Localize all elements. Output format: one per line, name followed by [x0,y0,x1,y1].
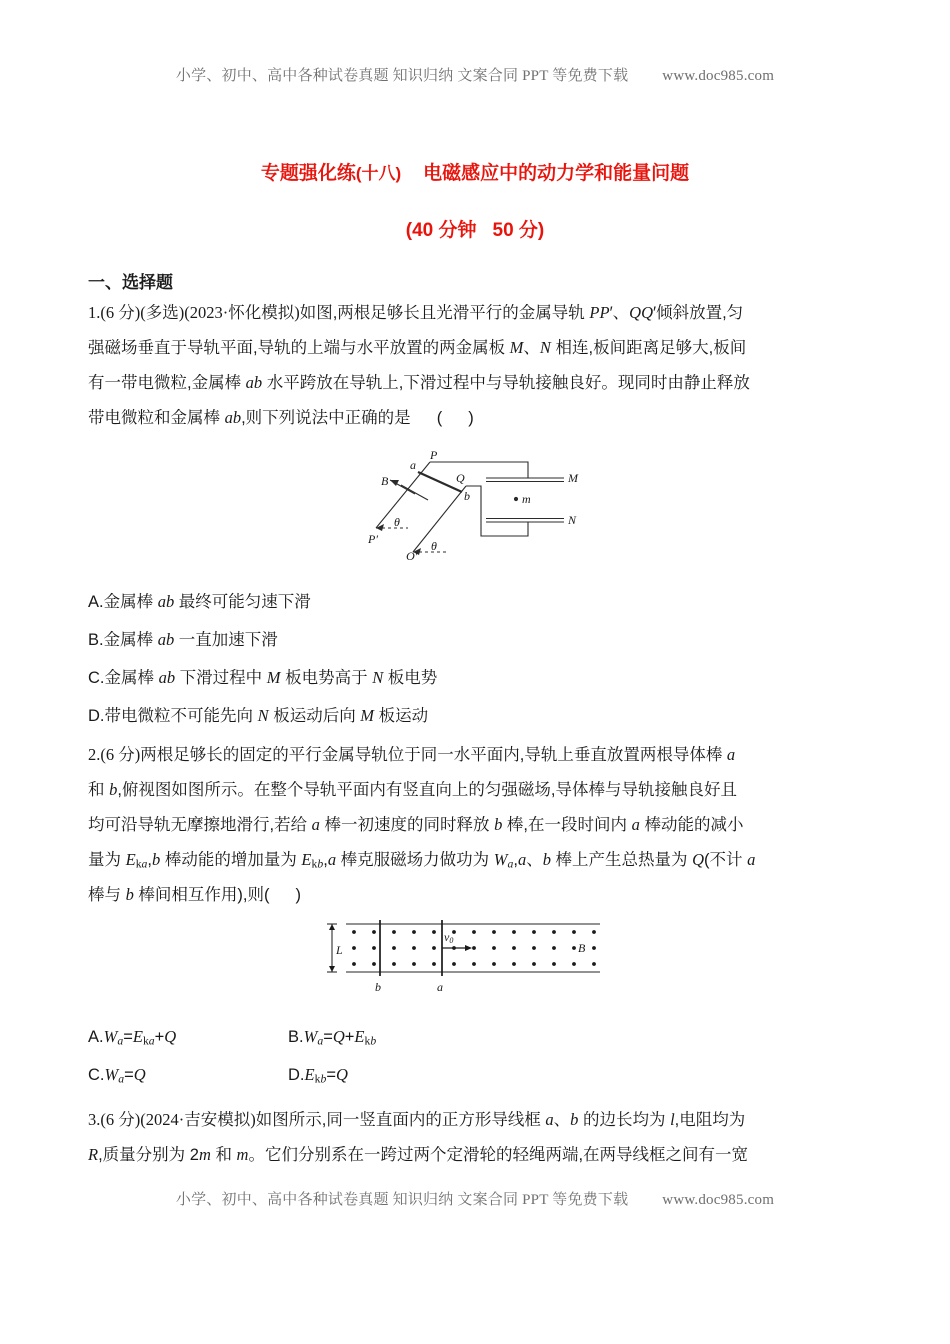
header-runner-text: 小学、初中、高中各种试卷真题 知识归纳 文案合同 PPT 等免费下载 [175,68,629,84]
subtitle-duration: (40 分钟 [405,220,477,241]
arrow-b-head [390,480,399,486]
dimension-l-arrow-up [329,924,335,930]
q2-line-3: 均可沿导轨无摩擦地滑行,若给 a 棒一初速度的同时释放 b 棒,在一段时间内 a 棒动能的减小 [88,815,744,834]
rail-pp-prime [376,462,430,528]
q2-option-b[interactable]: $B.W_a=Q+E_{kb}$ [288,1027,377,1048]
label-Q: Q [456,471,465,485]
q2-line-4: 量为 $E_{ka},b$ 棒动能的增加量为 $E_{kb},a$ 棒克服磁场力做功为 $W_a,a$、b 棒上产生总热量为 Q(不计 a [88,850,756,871]
label-m: m [522,492,531,506]
label-N: N [568,513,577,527]
q1-line-3: 有一带电微粒,金属棒 ab 水平跨放在导轨上,下滑过程中与导轨接触良好。现同时由静止释放 [88,373,750,392]
q2-line-2: 和 b,俯视图如图所示。在整个导轨平面内有竖直向上的匀强磁场,导体棒与导轨接触良好且 [88,780,738,799]
q2-option-a[interactable]: $A.W_a=E_{ka}+Q$ [88,1027,177,1048]
q1-option-a[interactable]: A.金属棒 ab 最终可能匀速下滑 [88,592,311,611]
header-runner-url: www.doc985.com [662,68,775,84]
page-header-runner [0,64,950,85]
label-theta-2: θ [431,539,437,553]
q1-option-d[interactable]: D.带电微粒不可能先向 N 板运动后向 M 板运动 [88,706,429,725]
charged-particle-dot [514,497,518,501]
q1-option-b[interactable]: B.金属棒 ab 一直加速下滑 [88,630,278,649]
label-B-field: B [578,941,586,955]
figure-2-svg [318,916,608,1002]
q3-line-2: R,质量分别为 2m 和 m。它们分别系在一跨过两个定滑轮的轻绳两端,在两导线框之间有一宽 [88,1145,749,1164]
q1-option-c[interactable]: C.金属棒 ab 下滑过程中 M 板电势高于 N 板电势 [88,668,438,687]
label-b: b [464,489,470,503]
page-footer-runner [0,1188,950,1209]
label-P: P [430,448,438,462]
title-number: (十八) [355,164,402,183]
wire-bottom [466,486,528,536]
label-a: a [410,458,416,472]
label-M: M [568,471,578,485]
page-subtitle [0,215,950,242]
field-dots-out-of-page [352,930,596,966]
label-theta-1: θ [394,515,400,529]
footer-runner-url: www.doc985.com [662,1192,775,1208]
title-main: 专题强化练 [260,163,356,184]
q2-line-5: 棒与 b 棒间相互作用),则( ) [88,885,302,904]
title-topic: 电磁感应中的动力学和能量问题 [423,163,690,184]
section-heading: 一、选择题 [88,273,173,292]
figure-1-svg [368,448,600,560]
velocity-arrow-head [465,945,472,951]
figure-1-inclined-rails-with-plates [368,448,600,565]
q2-line-1: 2.(6 分)两根足够长的固定的平行金属导轨位于同一水平面内,导轨上垂直放置两根导体棒 a [88,745,736,764]
figure-2-horizontal-rails-top-view [318,916,608,1007]
wire-top [430,462,528,478]
label-rod-b: b [375,980,381,994]
q3-line-1: 3.(6 分)(2024·吉安模拟)如图所示,同一竖直面内的正方形导线框 a、b 的边长均为 l,电阻均为 [88,1110,746,1129]
label-rod-a: a [437,980,443,994]
dimension-l-arrow-down [329,966,335,972]
arrow-p-prime [376,524,384,531]
q1-line-4: 带电微粒和金属棒 ab,则下列说法中正确的是 ( ) [88,408,474,427]
footer-runner-text: 小学、初中、高中各种试卷真题 知识归纳 文案合同 PPT 等免费下载 [175,1192,629,1208]
subtitle-score: 50 分) [492,220,545,241]
label-L: L [336,943,343,957]
q1-line-1: 1.(6 分)(多选)(2023·怀化模拟)如图,两根足够长且光滑平行的金属导轨 PP′、QQ′倾斜放置,匀 [88,303,744,322]
q1-line-2: 强磁场垂直于导轨平面,导轨的上端与水平放置的两金属板 M、N 相连,板间距离足够大,板间 [88,338,747,357]
page-title [0,158,950,185]
label-P-prime: P′ [368,532,378,546]
label-v0: v0 [444,930,454,945]
label-B: B [381,474,389,488]
label-Q-prime: Q′ [406,549,418,560]
q2-option-d[interactable]: $D.E_{kb}=Q$ [288,1065,348,1086]
q2-option-c[interactable]: $C.W_a=Q$ [88,1065,146,1086]
